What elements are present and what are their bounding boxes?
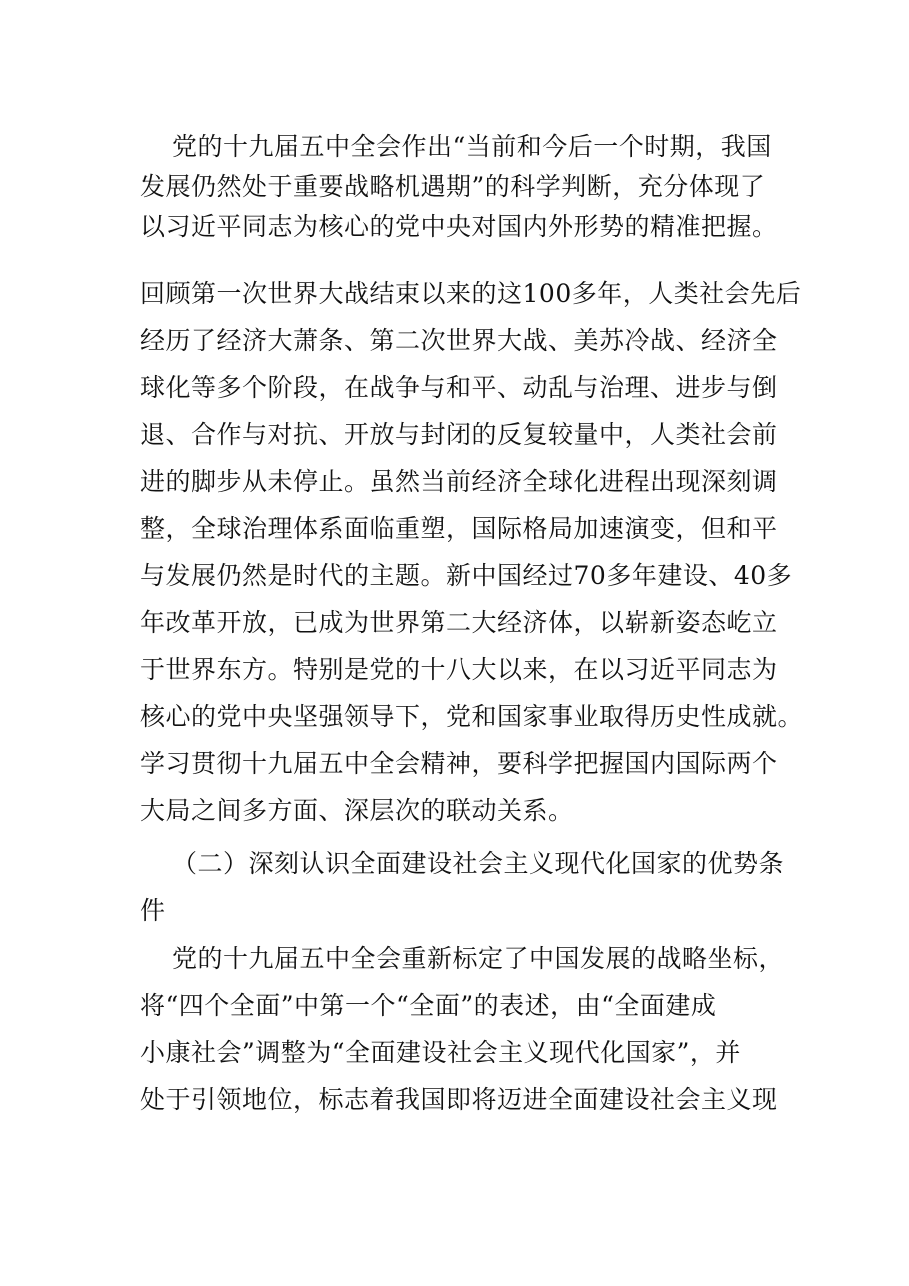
- paragraph-2-line: 党的十九届五中全会重新标定了中国发展的战略坐标，: [172, 944, 785, 973]
- section-heading: 件: [140, 896, 166, 925]
- paragraph-1-line: 经历了经济大萧条、第二次世界大战、美苏冷战、经济全: [140, 326, 778, 355]
- paragraph-1-line: 退、合作与对抗、开放与封闭的反复较量中，人类社会前: [140, 420, 778, 449]
- paragraph-1-line: 整，全球治理体系面临重塑，国际格局加速演变，但和平: [140, 514, 778, 543]
- paragraph-1-line: 进的脚步从未停止。虽然当前经济全球化进程出现深刻调: [140, 467, 778, 496]
- paragraph-2-line: 将“四个全面”中第一个“全面”的表述，由“全面建成: [140, 991, 717, 1020]
- paragraph-2-line: 小康社会”调整为“全面建设社会主义现代化国家”，并: [140, 1038, 741, 1067]
- paragraph-1-line: 党的十九届五中全会作出“当前和今后一个时期，我国: [172, 132, 772, 161]
- section-heading: （二）深刻认识全面建设社会主义现代化国家的优势条: [172, 849, 785, 878]
- paragraph-1-line: 以习近平同志为核心的党中央对国内外形势的精准把握。: [140, 212, 778, 241]
- paragraph-1-line: 球化等多个阶段，在战争与和平、动乱与治理、进步与倒: [140, 373, 778, 402]
- paragraph-1-line: 大局之间多方面、深层次的联动关系。: [140, 796, 574, 825]
- paragraph-1-line: 学习贯彻十九届五中全会精神，要科学把握国内国际两个: [140, 749, 778, 778]
- paragraph-1-line: 发展仍然处于重要战略机遇期”的科学判断，充分体现了: [140, 172, 766, 201]
- paragraph-1-line: 与发展仍然是时代的主题。新中国经过70多年建设、40多: [140, 561, 793, 590]
- paragraph-1-line: 核心的党中央坚强领导下，党和国家事业取得历史性成就。: [140, 702, 804, 731]
- paragraph-1-line: 于世界东方。特别是党的十八大以来，在以习近平同志为: [140, 655, 778, 684]
- paragraph-2-line: 处于引领地位，标志着我国即将迈进全面建设社会主义现: [140, 1085, 778, 1114]
- paragraph-1-line: 年改革开放，已成为世界第二大经济体，以崭新姿态屹立: [140, 608, 778, 637]
- paragraph-1-line: 回顾第一次世界大战结束以来的这100多年，人类社会先后: [140, 279, 802, 308]
